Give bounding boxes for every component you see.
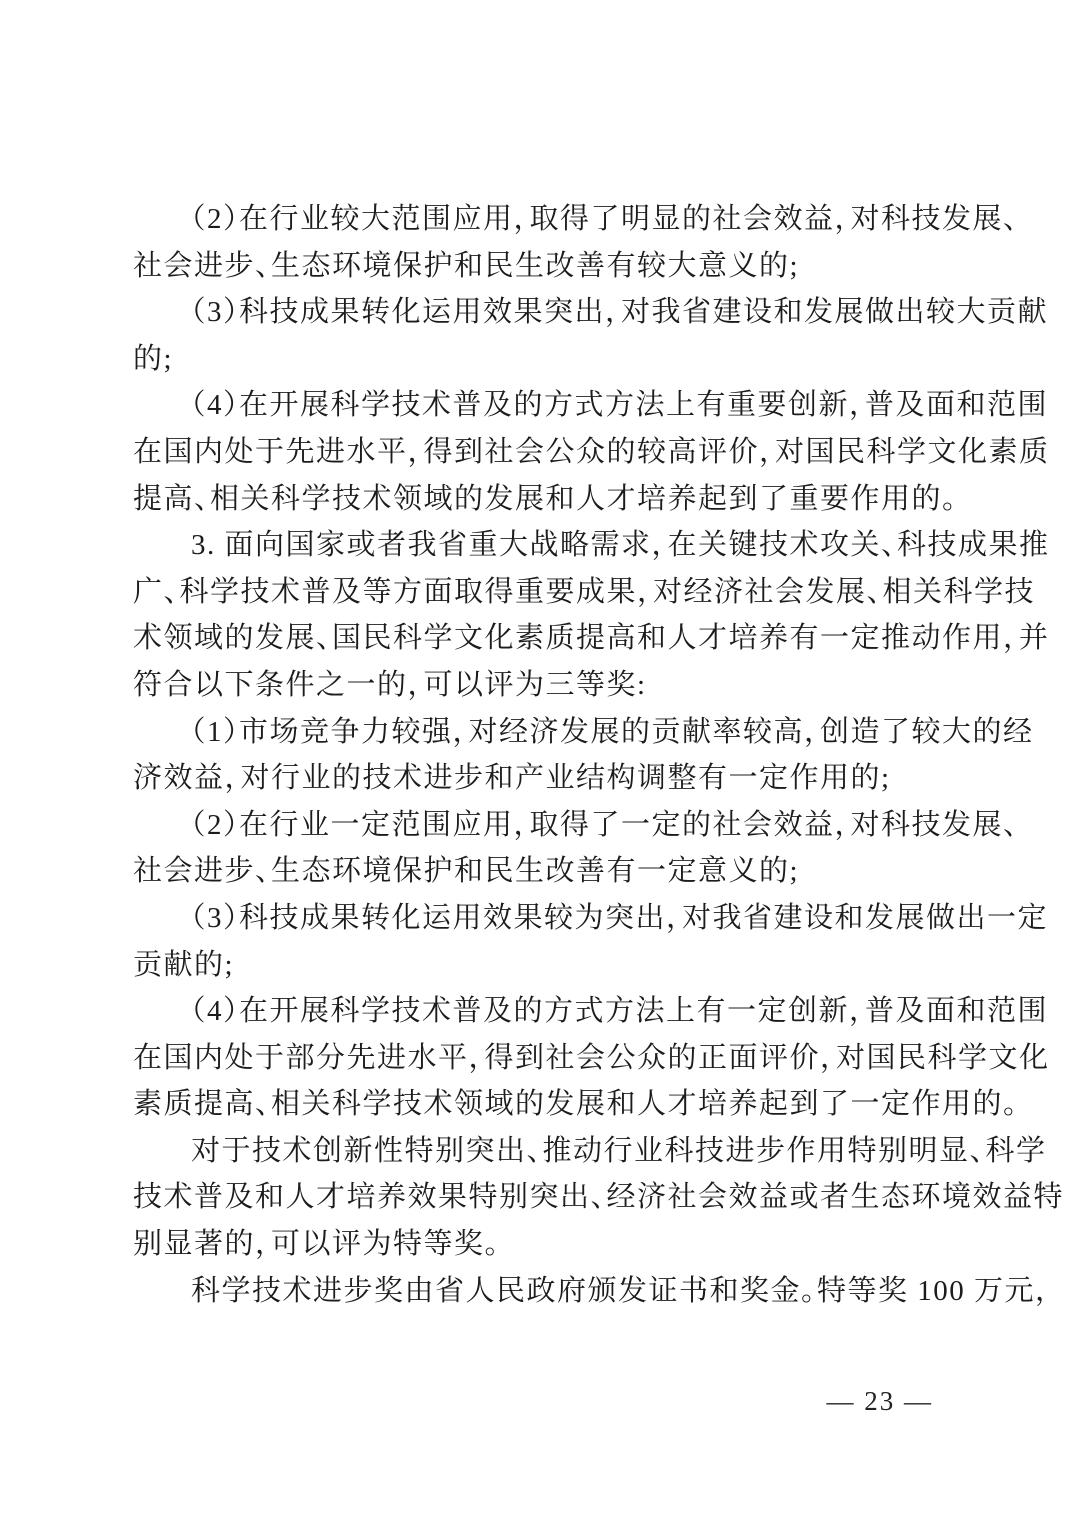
text-line: （4）在开展科学技术普及的方式方法上有一定创新，普及面和范围 [191, 995, 1049, 1028]
text-line: 贡献的; [133, 948, 235, 981]
text-line: 提高、相关科学技术领域的发展和人才培养起到了重要作用的。 [133, 482, 959, 515]
paragraph-second-prize-clause-4 [133, 382, 1050, 522]
paragraph-third-prize-clause-2 [133, 802, 1020, 895]
paragraph-third-prize-clause-4 [133, 988, 1050, 1128]
paragraph-item-3-third-prize-intro [133, 522, 1050, 708]
paragraph-special-prize-paragraph [133, 1128, 1065, 1268]
paragraph-second-prize-clause-3 [133, 289, 1049, 382]
text-line: 术领域的发展、国民科学文化素质提高和人才培养有一定推动作用，并 [133, 622, 1050, 655]
text-line: 素质提高、相关科学技术领域的发展和人才培养起到了一定作用的。 [133, 1088, 1020, 1121]
text-line: （4）在开展科学技术普及的方式方法上有重要创新，普及面和范围 [191, 389, 1049, 422]
text-line: 的; [133, 342, 174, 375]
text-line: （3）科技成果转化运用效果突出，对我省建设和发展做出较大贡献 [191, 296, 1049, 329]
text-line: 科学技术进步奖由省人民政府颁发证书和奖金。特等奖 100 万元， [191, 1274, 1052, 1307]
text-line: （2）在行业一定范围应用，取得了一定的社会效益，对科技发展、 [191, 808, 1020, 841]
text-line: （1）市场竞争力较强，对经济发展的贡献率较高，创造了较大的经 [191, 715, 1034, 748]
page-number: — 23 — [826, 1386, 933, 1416]
text-line: 别显著的，可以评为特等奖。 [133, 1228, 501, 1261]
paragraph-third-prize-clause-1 [133, 709, 1034, 802]
text-line: 3. 面向国家或者我省重大战略需求，在关键技术攻关、科技成果推 [191, 529, 1050, 562]
document-body [133, 196, 1065, 1314]
text-line: 在国内处于部分先进水平，得到社会公众的正面评价，对国民科学文化 [133, 1041, 1050, 1074]
text-line: 对于技术创新性特别突出、推动行业科技进步作用特别明显、科学 [191, 1134, 1047, 1167]
text-line: 在国内处于先进水平，得到社会公众的较高评价，对国民科学文化素质 [133, 435, 1050, 468]
paragraph-third-prize-clause-3 [133, 895, 1049, 988]
text-line: （3）科技成果转化运用效果较为突出，对我省建设和发展做出一定 [191, 901, 1049, 934]
text-line: 符合以下条件之一的，可以评为三等奖: [133, 668, 647, 701]
text-line: 技术普及和人才培养效果特别突出、经济社会效益或者生态环境效益特 [133, 1181, 1065, 1214]
paragraph-award-certificate-paragraph [133, 1268, 1052, 1315]
paragraph-second-prize-clause-2 [133, 196, 1020, 289]
text-line: （2）在行业较大范围应用，取得了明显的社会效益，对科技发展、 [191, 203, 1020, 235]
text-line: 社会进步、生态环境保护和民生改善有较大意义的; [133, 249, 800, 282]
text-line: 广、科学技术普及等方面取得重要成果，对经济社会发展、相关科学技 [133, 575, 1036, 608]
text-line: 社会进步、生态环境保护和民生改善有一定意义的; [133, 855, 800, 888]
text-line: 济效益，对行业的技术进步和产业结构调整有一定作用的; [133, 762, 891, 795]
